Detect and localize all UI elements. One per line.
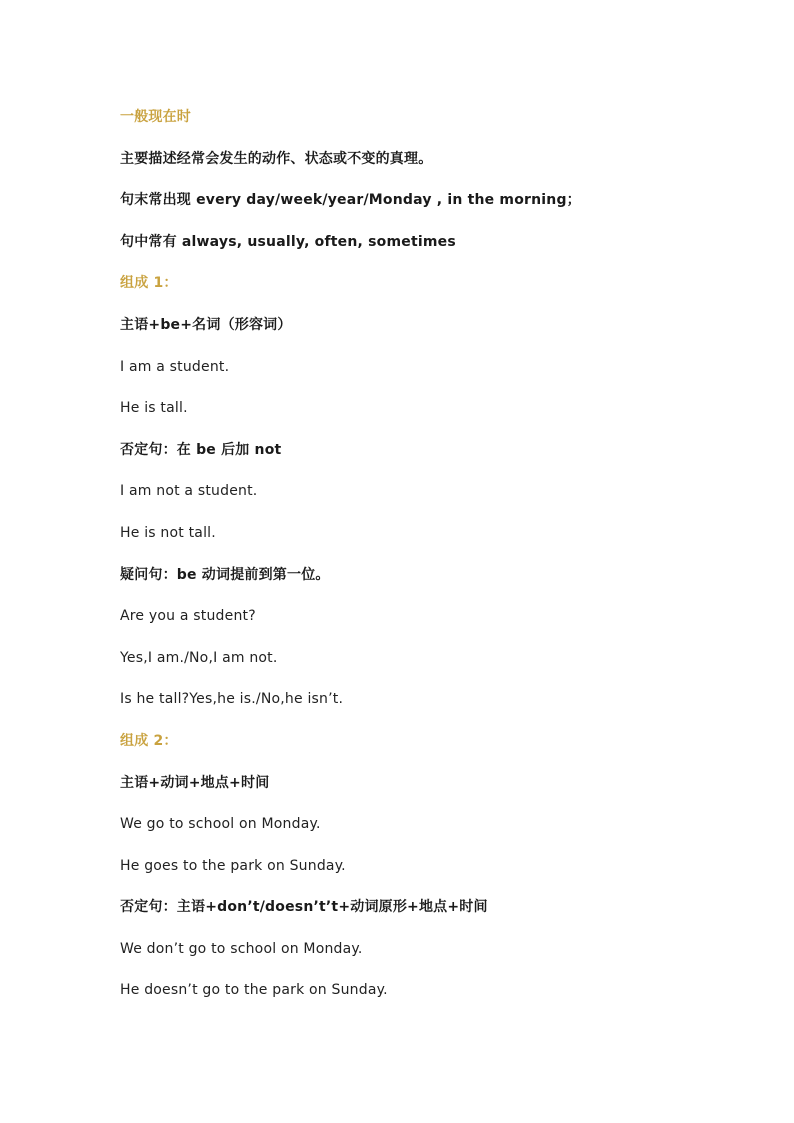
example-sentence: Are you a student?: [120, 608, 256, 625]
example-sentence: Is he tall?Yes,he is./No,he isn’t.: [120, 691, 344, 708]
example-sentence: He is tall.: [120, 400, 188, 417]
section-subheading: 组成 1：: [120, 275, 178, 292]
example-sentence: He is not tall.: [120, 524, 216, 541]
example-sentence: He goes to the park on Sunday.: [120, 857, 346, 874]
paragraph-line: 否定句：在 be 后加 not: [120, 441, 282, 458]
paragraph-line: 主要描述经常会发生的动作、状态或不变的真理。: [120, 150, 433, 167]
paragraph-line: 主语+be+名词（形容词）: [120, 316, 292, 333]
section-subheading: 组成 2：: [120, 732, 178, 749]
document-body: [120, 107, 720, 1022]
paragraph-line: 句末常出现 every day/week/year/Monday , in the morning；: [120, 192, 581, 209]
example-sentence: He doesn’t go to the park on Sunday.: [120, 982, 388, 999]
example-sentence: Yes,I am./No,I am not.: [120, 649, 278, 666]
paragraph-line: 否定句：主语+don’t/doesn’t’t+动词原形+地点+时间: [120, 899, 488, 916]
example-sentence: I am not a student.: [120, 483, 258, 500]
paragraph-line: 疑问句：be 动词提前到第一位。: [120, 566, 330, 583]
example-sentence: We don’t go to school on Monday.: [120, 940, 363, 957]
paragraph-line: 主语+动词+地点+时间: [120, 774, 270, 791]
example-sentence: We go to school on Monday.: [120, 816, 321, 833]
section-title: 一般现在时: [120, 109, 191, 125]
paragraph-line: 句中常有 always, usually, often, sometimes: [120, 233, 456, 250]
example-sentence: I am a student.: [120, 358, 230, 375]
